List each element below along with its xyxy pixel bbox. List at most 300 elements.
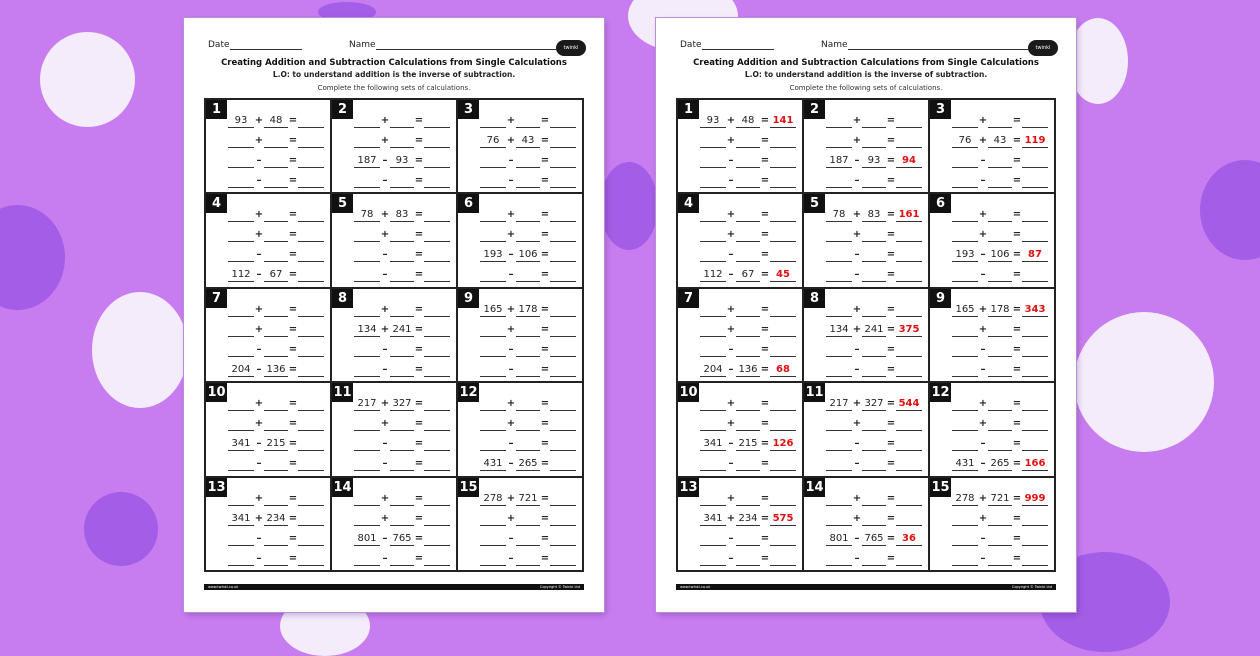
answer-blank[interactable]: 193 — [952, 249, 978, 262]
answer-blank[interactable] — [480, 324, 506, 337]
answer-value[interactable]: 126 — [770, 438, 796, 451]
answer-blank[interactable] — [516, 155, 540, 168]
answer-blank[interactable]: 134 — [826, 324, 852, 337]
answer-blank[interactable] — [228, 304, 254, 317]
answer-blank[interactable] — [988, 155, 1012, 168]
answer-blank[interactable] — [480, 229, 506, 242]
answer-blank[interactable] — [424, 269, 450, 282]
answer-blank[interactable] — [516, 438, 540, 451]
answer-blank[interactable] — [480, 438, 506, 451]
answer-blank[interactable] — [550, 438, 576, 451]
answer-blank[interactable] — [298, 135, 324, 148]
answer-blank[interactable] — [354, 344, 380, 357]
answer-blank[interactable] — [480, 418, 506, 431]
answer-blank[interactable] — [390, 249, 414, 262]
answer-blank[interactable] — [862, 438, 886, 451]
answer-blank[interactable] — [298, 249, 324, 262]
answer-blank[interactable] — [1022, 553, 1048, 566]
date-field[interactable] — [230, 40, 302, 50]
answer-blank[interactable] — [298, 513, 324, 526]
answer-blank[interactable] — [736, 324, 760, 337]
answer-blank[interactable] — [550, 533, 576, 546]
answer-blank[interactable] — [988, 533, 1012, 546]
answer-blank[interactable]: 67 — [736, 269, 760, 282]
answer-value[interactable]: 343 — [1022, 304, 1048, 317]
answer-blank[interactable] — [264, 324, 288, 337]
answer-blank[interactable] — [862, 115, 886, 128]
answer-blank[interactable]: 327 — [390, 398, 414, 411]
answer-blank[interactable] — [550, 458, 576, 471]
answer-blank[interactable]: 136 — [736, 364, 760, 377]
answer-blank[interactable] — [264, 229, 288, 242]
answer-blank[interactable] — [550, 229, 576, 242]
answer-blank[interactable] — [424, 513, 450, 526]
answer-blank[interactable] — [550, 175, 576, 188]
answer-blank[interactable] — [424, 135, 450, 148]
answer-blank[interactable] — [516, 115, 540, 128]
answer-blank[interactable] — [298, 418, 324, 431]
answer-blank[interactable] — [298, 458, 324, 471]
answer-blank[interactable] — [1022, 438, 1048, 451]
answer-blank[interactable]: 431 — [952, 458, 978, 471]
answer-blank[interactable] — [862, 344, 886, 357]
answer-blank[interactable]: 278 — [480, 493, 506, 506]
answer-blank[interactable]: 48 — [264, 115, 288, 128]
answer-blank[interactable] — [1022, 155, 1048, 168]
answer-blank[interactable] — [228, 229, 254, 242]
answer-blank[interactable] — [826, 229, 852, 242]
answer-blank[interactable] — [770, 398, 796, 411]
answer-blank[interactable] — [736, 398, 760, 411]
answer-blank[interactable] — [736, 418, 760, 431]
answer-blank[interactable] — [896, 269, 922, 282]
answer-blank[interactable] — [826, 175, 852, 188]
answer-blank[interactable] — [424, 324, 450, 337]
answer-blank[interactable] — [424, 209, 450, 222]
answer-blank[interactable] — [480, 533, 506, 546]
answer-blank[interactable] — [516, 229, 540, 242]
answer-blank[interactable] — [390, 364, 414, 377]
answer-blank[interactable] — [550, 418, 576, 431]
answer-blank[interactable] — [390, 458, 414, 471]
answer-blank[interactable] — [354, 438, 380, 451]
answer-blank[interactable] — [988, 364, 1012, 377]
answer-blank[interactable]: 234 — [736, 513, 760, 526]
answer-blank[interactable] — [550, 304, 576, 317]
answer-blank[interactable] — [424, 304, 450, 317]
answer-blank[interactable] — [298, 344, 324, 357]
answer-blank[interactable]: 112 — [700, 269, 726, 282]
answer-blank[interactable] — [550, 344, 576, 357]
answer-blank[interactable] — [390, 135, 414, 148]
answer-value[interactable]: 87 — [1022, 249, 1048, 262]
answer-blank[interactable] — [988, 513, 1012, 526]
answer-blank[interactable] — [862, 493, 886, 506]
answer-blank[interactable] — [862, 553, 886, 566]
answer-blank[interactable] — [298, 175, 324, 188]
answer-blank[interactable]: 721 — [988, 493, 1012, 506]
answer-blank[interactable] — [770, 175, 796, 188]
answer-blank[interactable] — [826, 493, 852, 506]
answer-blank[interactable] — [550, 553, 576, 566]
answer-blank[interactable] — [736, 533, 760, 546]
answer-blank[interactable] — [424, 458, 450, 471]
answer-blank[interactable] — [228, 553, 254, 566]
answer-blank[interactable] — [516, 398, 540, 411]
answer-blank[interactable] — [298, 533, 324, 546]
answer-blank[interactable] — [390, 269, 414, 282]
answer-value[interactable]: 94 — [896, 155, 922, 168]
answer-blank[interactable] — [700, 304, 726, 317]
answer-blank[interactable] — [228, 175, 254, 188]
answer-blank[interactable]: 341 — [228, 513, 254, 526]
answer-blank[interactable] — [700, 493, 726, 506]
name-field[interactable] — [848, 40, 1048, 50]
answer-blank[interactable] — [480, 175, 506, 188]
name-field[interactable] — [376, 40, 576, 50]
answer-blank[interactable] — [736, 135, 760, 148]
answer-blank[interactable] — [1022, 398, 1048, 411]
answer-blank[interactable] — [354, 304, 380, 317]
answer-blank[interactable] — [550, 513, 576, 526]
answer-blank[interactable] — [770, 304, 796, 317]
answer-blank[interactable] — [700, 229, 726, 242]
answer-blank[interactable] — [952, 513, 978, 526]
answer-blank[interactable] — [516, 553, 540, 566]
answer-blank[interactable] — [952, 269, 978, 282]
answer-blank[interactable] — [826, 418, 852, 431]
answer-blank[interactable] — [228, 418, 254, 431]
answer-blank[interactable] — [228, 209, 254, 222]
answer-blank[interactable] — [298, 493, 324, 506]
answer-blank[interactable] — [952, 324, 978, 337]
answer-blank[interactable] — [424, 155, 450, 168]
answer-blank[interactable] — [700, 249, 726, 262]
answer-blank[interactable] — [988, 175, 1012, 188]
answer-blank[interactable] — [390, 418, 414, 431]
answer-blank[interactable]: 801 — [826, 533, 852, 546]
answer-blank[interactable] — [228, 249, 254, 262]
answer-blank[interactable] — [390, 493, 414, 506]
answer-blank[interactable] — [516, 269, 540, 282]
answer-blank[interactable] — [228, 324, 254, 337]
answer-blank[interactable] — [516, 324, 540, 337]
answer-blank[interactable] — [862, 229, 886, 242]
answer-blank[interactable]: 178 — [516, 304, 540, 317]
answer-blank[interactable] — [390, 553, 414, 566]
answer-blank[interactable] — [424, 553, 450, 566]
answer-blank[interactable] — [988, 209, 1012, 222]
answer-blank[interactable]: 93 — [700, 115, 726, 128]
answer-blank[interactable] — [264, 458, 288, 471]
answer-blank[interactable] — [770, 249, 796, 262]
answer-blank[interactable]: 48 — [736, 115, 760, 128]
answer-blank[interactable]: 112 — [228, 269, 254, 282]
answer-blank[interactable] — [826, 135, 852, 148]
answer-blank[interactable] — [354, 553, 380, 566]
answer-blank[interactable]: 241 — [862, 324, 886, 337]
answer-blank[interactable] — [264, 418, 288, 431]
answer-blank[interactable] — [952, 344, 978, 357]
answer-blank[interactable] — [826, 458, 852, 471]
answer-blank[interactable] — [354, 269, 380, 282]
answer-blank[interactable] — [298, 398, 324, 411]
answer-blank[interactable]: 765 — [862, 533, 886, 546]
answer-blank[interactable] — [424, 364, 450, 377]
answer-blank[interactable] — [700, 135, 726, 148]
answer-blank[interactable] — [298, 155, 324, 168]
answer-blank[interactable]: 217 — [354, 398, 380, 411]
answer-blank[interactable] — [896, 364, 922, 377]
answer-blank[interactable] — [952, 364, 978, 377]
answer-blank[interactable] — [1022, 115, 1048, 128]
answer-blank[interactable] — [896, 175, 922, 188]
answer-blank[interactable] — [896, 458, 922, 471]
answer-blank[interactable]: 93 — [228, 115, 254, 128]
answer-blank[interactable] — [298, 209, 324, 222]
answer-blank[interactable] — [424, 115, 450, 128]
answer-blank[interactable] — [826, 364, 852, 377]
answer-blank[interactable] — [390, 304, 414, 317]
answer-blank[interactable]: 215 — [736, 438, 760, 451]
answer-blank[interactable] — [424, 533, 450, 546]
answer-blank[interactable] — [264, 209, 288, 222]
answer-value[interactable]: 68 — [770, 364, 796, 377]
answer-blank[interactable] — [424, 493, 450, 506]
answer-blank[interactable] — [390, 229, 414, 242]
answer-blank[interactable] — [390, 513, 414, 526]
answer-blank[interactable] — [988, 269, 1012, 282]
answer-blank[interactable] — [390, 438, 414, 451]
answer-blank[interactable] — [988, 438, 1012, 451]
answer-blank[interactable]: 341 — [700, 438, 726, 451]
answer-blank[interactable] — [896, 493, 922, 506]
answer-blank[interactable] — [550, 269, 576, 282]
answer-blank[interactable]: 265 — [988, 458, 1012, 471]
answer-blank[interactable] — [770, 209, 796, 222]
answer-blank[interactable]: 76 — [480, 135, 506, 148]
answer-blank[interactable] — [736, 493, 760, 506]
answer-blank[interactable] — [700, 209, 726, 222]
answer-blank[interactable] — [826, 438, 852, 451]
answer-blank[interactable] — [354, 458, 380, 471]
answer-blank[interactable] — [862, 304, 886, 317]
answer-blank[interactable] — [516, 344, 540, 357]
answer-blank[interactable] — [862, 513, 886, 526]
answer-blank[interactable] — [896, 135, 922, 148]
answer-blank[interactable] — [1022, 513, 1048, 526]
answer-blank[interactable]: 341 — [700, 513, 726, 526]
answer-blank[interactable] — [1022, 533, 1048, 546]
answer-blank[interactable] — [988, 324, 1012, 337]
answer-blank[interactable] — [264, 175, 288, 188]
answer-blank[interactable] — [298, 229, 324, 242]
answer-blank[interactable] — [550, 155, 576, 168]
answer-blank[interactable]: 241 — [390, 324, 414, 337]
answer-value[interactable]: 36 — [896, 533, 922, 546]
answer-blank[interactable] — [228, 135, 254, 148]
answer-blank[interactable] — [700, 344, 726, 357]
answer-blank[interactable] — [354, 418, 380, 431]
answer-blank[interactable] — [390, 344, 414, 357]
answer-blank[interactable]: 67 — [264, 269, 288, 282]
answer-blank[interactable] — [354, 493, 380, 506]
answer-blank[interactable]: 204 — [228, 364, 254, 377]
answer-blank[interactable]: 165 — [480, 304, 506, 317]
answer-blank[interactable] — [1022, 229, 1048, 242]
answer-blank[interactable] — [862, 418, 886, 431]
answer-blank[interactable]: 204 — [700, 364, 726, 377]
answer-blank[interactable] — [424, 344, 450, 357]
answer-blank[interactable] — [354, 513, 380, 526]
answer-blank[interactable] — [264, 344, 288, 357]
answer-blank[interactable] — [264, 249, 288, 262]
answer-blank[interactable] — [264, 155, 288, 168]
answer-blank[interactable] — [862, 364, 886, 377]
answer-blank[interactable] — [390, 175, 414, 188]
answer-blank[interactable]: 43 — [516, 135, 540, 148]
answer-blank[interactable] — [550, 249, 576, 262]
answer-blank[interactable] — [550, 493, 576, 506]
answer-blank[interactable]: 78 — [354, 209, 380, 222]
answer-blank[interactable] — [700, 458, 726, 471]
answer-value[interactable]: 575 — [770, 513, 796, 526]
answer-blank[interactable] — [896, 438, 922, 451]
answer-blank[interactable] — [862, 175, 886, 188]
answer-blank[interactable] — [298, 115, 324, 128]
date-field[interactable] — [702, 40, 774, 50]
answer-blank[interactable] — [354, 135, 380, 148]
answer-blank[interactable] — [700, 553, 726, 566]
answer-blank[interactable]: 765 — [390, 533, 414, 546]
answer-blank[interactable] — [770, 553, 796, 566]
answer-blank[interactable]: 327 — [862, 398, 886, 411]
answer-blank[interactable] — [480, 553, 506, 566]
answer-blank[interactable] — [1022, 209, 1048, 222]
answer-blank[interactable] — [896, 553, 922, 566]
answer-value[interactable]: 375 — [896, 324, 922, 337]
answer-blank[interactable] — [390, 115, 414, 128]
answer-blank[interactable] — [516, 533, 540, 546]
answer-blank[interactable] — [826, 344, 852, 357]
answer-blank[interactable] — [480, 513, 506, 526]
answer-blank[interactable] — [988, 398, 1012, 411]
answer-blank[interactable] — [826, 513, 852, 526]
answer-blank[interactable] — [228, 398, 254, 411]
answer-blank[interactable] — [1022, 175, 1048, 188]
answer-blank[interactable] — [736, 209, 760, 222]
answer-blank[interactable] — [516, 175, 540, 188]
answer-blank[interactable] — [988, 553, 1012, 566]
answer-blank[interactable] — [988, 115, 1012, 128]
answer-blank[interactable] — [298, 364, 324, 377]
answer-blank[interactable] — [700, 155, 726, 168]
answer-blank[interactable] — [550, 364, 576, 377]
answer-blank[interactable]: 215 — [264, 438, 288, 451]
answer-blank[interactable] — [770, 135, 796, 148]
answer-blank[interactable] — [700, 398, 726, 411]
answer-blank[interactable] — [988, 418, 1012, 431]
answer-blank[interactable] — [952, 155, 978, 168]
answer-blank[interactable] — [952, 438, 978, 451]
answer-blank[interactable] — [1022, 364, 1048, 377]
answer-blank[interactable] — [1022, 324, 1048, 337]
answer-blank[interactable]: 76 — [952, 135, 978, 148]
answer-blank[interactable] — [550, 115, 576, 128]
answer-blank[interactable] — [480, 364, 506, 377]
answer-blank[interactable] — [228, 493, 254, 506]
answer-blank[interactable] — [826, 304, 852, 317]
answer-blank[interactable] — [862, 458, 886, 471]
answer-blank[interactable] — [952, 418, 978, 431]
answer-blank[interactable] — [228, 533, 254, 546]
answer-blank[interactable] — [952, 115, 978, 128]
answer-blank[interactable] — [298, 304, 324, 317]
answer-blank[interactable] — [354, 364, 380, 377]
answer-blank[interactable] — [228, 458, 254, 471]
answer-blank[interactable]: 43 — [988, 135, 1012, 148]
answer-blank[interactable] — [424, 229, 450, 242]
answer-blank[interactable] — [354, 115, 380, 128]
answer-value[interactable]: 119 — [1022, 135, 1048, 148]
answer-blank[interactable] — [988, 229, 1012, 242]
answer-blank[interactable] — [264, 135, 288, 148]
answer-blank[interactable] — [862, 135, 886, 148]
answer-blank[interactable] — [480, 155, 506, 168]
answer-blank[interactable] — [736, 553, 760, 566]
answer-blank[interactable] — [770, 229, 796, 242]
answer-blank[interactable]: 106 — [516, 249, 540, 262]
answer-blank[interactable]: 93 — [390, 155, 414, 168]
answer-blank[interactable] — [700, 418, 726, 431]
answer-blank[interactable] — [736, 458, 760, 471]
answer-blank[interactable] — [896, 344, 922, 357]
answer-blank[interactable] — [770, 155, 796, 168]
answer-blank[interactable]: 187 — [354, 155, 380, 168]
answer-value[interactable]: 166 — [1022, 458, 1048, 471]
answer-blank[interactable] — [770, 458, 796, 471]
answer-blank[interactable] — [516, 364, 540, 377]
answer-blank[interactable] — [480, 209, 506, 222]
answer-blank[interactable] — [952, 398, 978, 411]
answer-blank[interactable] — [700, 533, 726, 546]
answer-value[interactable]: 141 — [770, 115, 796, 128]
answer-blank[interactable] — [228, 344, 254, 357]
answer-blank[interactable]: 193 — [480, 249, 506, 262]
answer-blank[interactable] — [480, 398, 506, 411]
answer-blank[interactable] — [736, 155, 760, 168]
answer-blank[interactable] — [354, 229, 380, 242]
answer-blank[interactable] — [298, 553, 324, 566]
answer-value[interactable]: 45 — [770, 269, 796, 282]
answer-blank[interactable] — [988, 344, 1012, 357]
answer-blank[interactable] — [424, 175, 450, 188]
answer-blank[interactable] — [1022, 269, 1048, 282]
answer-blank[interactable] — [896, 249, 922, 262]
answer-blank[interactable] — [896, 115, 922, 128]
answer-blank[interactable] — [550, 135, 576, 148]
answer-blank[interactable] — [770, 493, 796, 506]
answer-blank[interactable] — [770, 418, 796, 431]
answer-blank[interactable] — [952, 209, 978, 222]
answer-blank[interactable] — [736, 175, 760, 188]
answer-blank[interactable] — [700, 324, 726, 337]
answer-blank[interactable]: 165 — [952, 304, 978, 317]
answer-blank[interactable] — [264, 398, 288, 411]
answer-blank[interactable]: 217 — [826, 398, 852, 411]
answer-blank[interactable] — [952, 175, 978, 188]
answer-blank[interactable]: 93 — [862, 155, 886, 168]
